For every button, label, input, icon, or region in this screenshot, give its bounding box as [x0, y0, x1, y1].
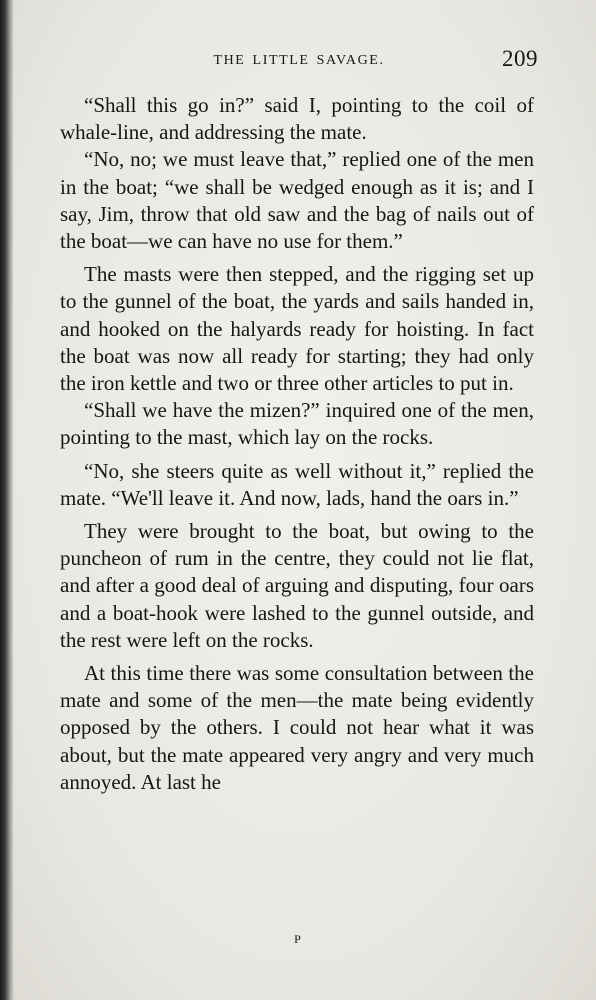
page-number: 209: [502, 46, 538, 71]
paragraph: “Shall we have the mizen?” inquired one of the men, pointing to the mast, which lay on the rocks.: [60, 398, 534, 450]
paragraph: “No, no; we must leave that,” replied one of the men in the boat; “we shall be wedged enough as it is; and I say, Jim, throw that old saw and the bag of nails out of the boat—we can have no use for them.”: [60, 147, 534, 254]
paragraph: The masts were then stepped, and the rigging set up to the gunnel of the boat, the yards and sails handed in, and hooked on the halyards ready for hoisting. In fact the boat was now all ready for starting; they had only the iron kettle and two or three other articles to put in.: [60, 262, 534, 396]
page-binding-shadow: [0, 0, 14, 1000]
running-head: [60, 46, 538, 76]
body-text: [60, 92, 534, 796]
paragraph: At this time there was some consultation between the mate and some of the men—the mate being evidently opposed by the others. I could not hear what it was about, but the mate appeared very angry and very much annoyed. At last he: [60, 661, 534, 794]
paragraph: “No, she steers quite as well without it,” replied the mate. “We'll leave it. And now, lads, hand the oars in.”: [60, 458, 534, 510]
running-title: THE LITTLE SAVAGE.: [213, 53, 385, 68]
paragraph: “Shall this go in?” said I, pointing to the coil of whale-line, and addressing the mate.: [60, 93, 534, 145]
signature-mark: P: [294, 932, 302, 946]
paragraph: They were brought to the boat, but owing to the puncheon of rum in the centre, they could not lie flat, and after a good deal of arguing and disputing, four oars and a boat-hook were lashed to the gunnel outside, and the rest were left on the rocks.: [60, 519, 534, 652]
